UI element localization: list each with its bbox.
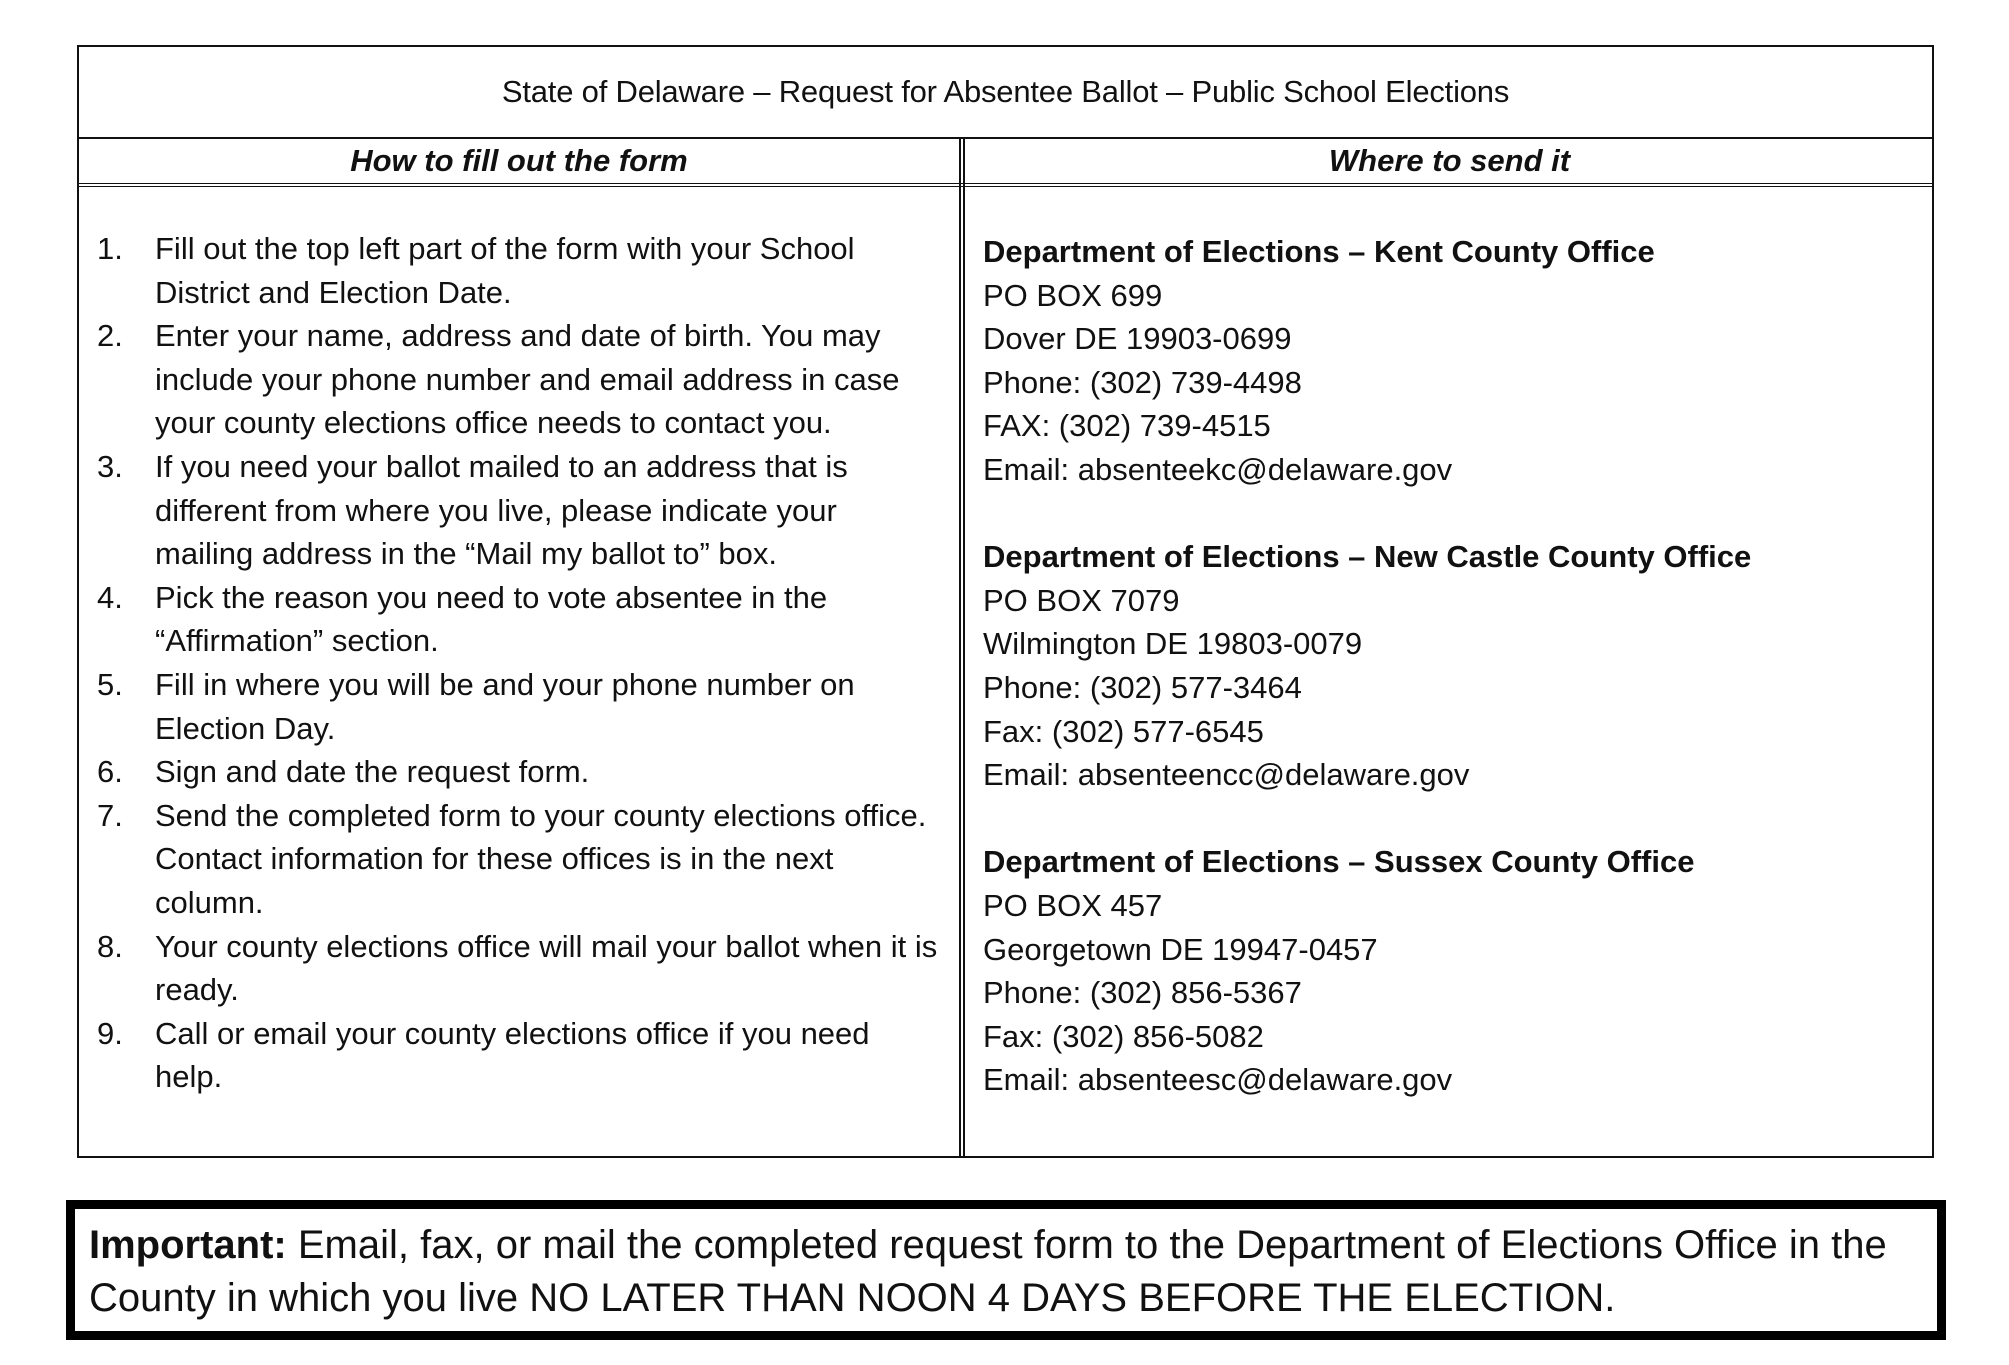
instruction-text: Enter your name, address and date of birth. You may include your phone number and email address in case your county elections office needs to contact you. [155,318,900,441]
instruction-text: Sign and date the request form. [155,754,590,790]
instruction-number: 4. [97,579,123,615]
instruction-item [97,750,939,794]
instructions-column [79,187,959,1099]
instructions-table [77,45,1934,1158]
office-po-box: PO BOX 7079 [983,582,1180,618]
instruction-item [97,227,939,314]
instruction-text: Call or email your county elections office if you need help. [155,1015,870,1095]
instruction-item [97,576,939,663]
instruction-number: 7. [97,797,123,833]
right-column-heading: Where to send it [1328,143,1571,178]
instruction-number: 5. [97,666,123,702]
instruction-number: 6. [97,754,123,790]
important-notice [66,1200,1946,1340]
office-kent [983,230,1914,492]
instruction-text: Your county elections office will mail your ballot when it is ready. [155,928,938,1008]
important-label: Important: [89,1223,287,1267]
instruction-item [97,1012,939,1099]
instruction-number: 3. [97,448,123,484]
instruction-text: Pick the reason you need to vote absentee in the “Affirmation” section. [155,579,828,659]
form-title [79,47,1932,139]
important-text: Email, fax, or mail the completed request form to the Department of Elections Office in the County in which you live NO LATER THAN NOON 4 DAYS BEFORE THE ELECTION. [89,1223,1887,1320]
office-phone: Phone: (302) 856-5367 [983,975,1302,1011]
office-new-castle [983,535,1914,797]
instruction-item [97,794,939,925]
instruction-list [97,227,939,1099]
office-name: Department of Elections – New Castle County Office [983,539,1752,575]
office-fax: Fax: (302) 577-6545 [983,713,1264,749]
office-fax: FAX: (302) 739-4515 [983,408,1271,444]
office-name: Department of Elections – Kent County Office [983,234,1655,269]
instruction-text: If you need your ballot mailed to an address that is different from where you live, please indicate your mailing address in the “Mail my ballot to” box. [155,448,848,572]
office-po-box: PO BOX 457 [983,887,1163,923]
instruction-number: 2. [97,318,123,354]
instruction-item [97,925,939,1012]
office-po-box: PO BOX 699 [983,277,1163,313]
office-email: Email: absenteesc@delaware.gov [983,1062,1453,1098]
offices-column [965,187,1934,1145]
instruction-number: 1. [97,231,123,266]
instruction-item [97,314,939,445]
column-headings [79,139,1932,187]
instruction-item [97,445,939,576]
left-column-heading: How to fill out the form [350,143,688,178]
office-email: Email: absenteekc@delaware.gov [983,451,1453,487]
office-fax: Fax: (302) 856-5082 [983,1018,1264,1054]
office-email: Email: absenteencc@delaware.gov [983,757,1470,793]
office-city: Wilmington DE 19803-0079 [983,626,1363,662]
office-phone: Phone: (302) 739-4498 [983,364,1302,400]
office-city: Georgetown DE 19947-0457 [983,931,1378,967]
instruction-number: 9. [97,1015,123,1051]
instruction-number: 8. [97,928,123,964]
office-city: Dover DE 19903-0699 [983,321,1292,357]
instruction-text: Fill out the top left part of the form with your School District and Election Date. [155,231,855,310]
office-name: Department of Elections – Sussex County Office [983,844,1695,880]
instruction-item [97,663,939,750]
office-phone: Phone: (302) 577-3464 [983,669,1302,705]
instruction-text: Send the completed form to your county elections office. Contact information for these offices is in the next column. [155,797,927,920]
office-sussex [983,840,1914,1102]
form-title-text: State of Delaware – Request for Absentee Ballot – Public School Elections [501,74,1510,109]
instruction-text: Fill in where you will be and your phone number on Election Day. [155,666,855,746]
